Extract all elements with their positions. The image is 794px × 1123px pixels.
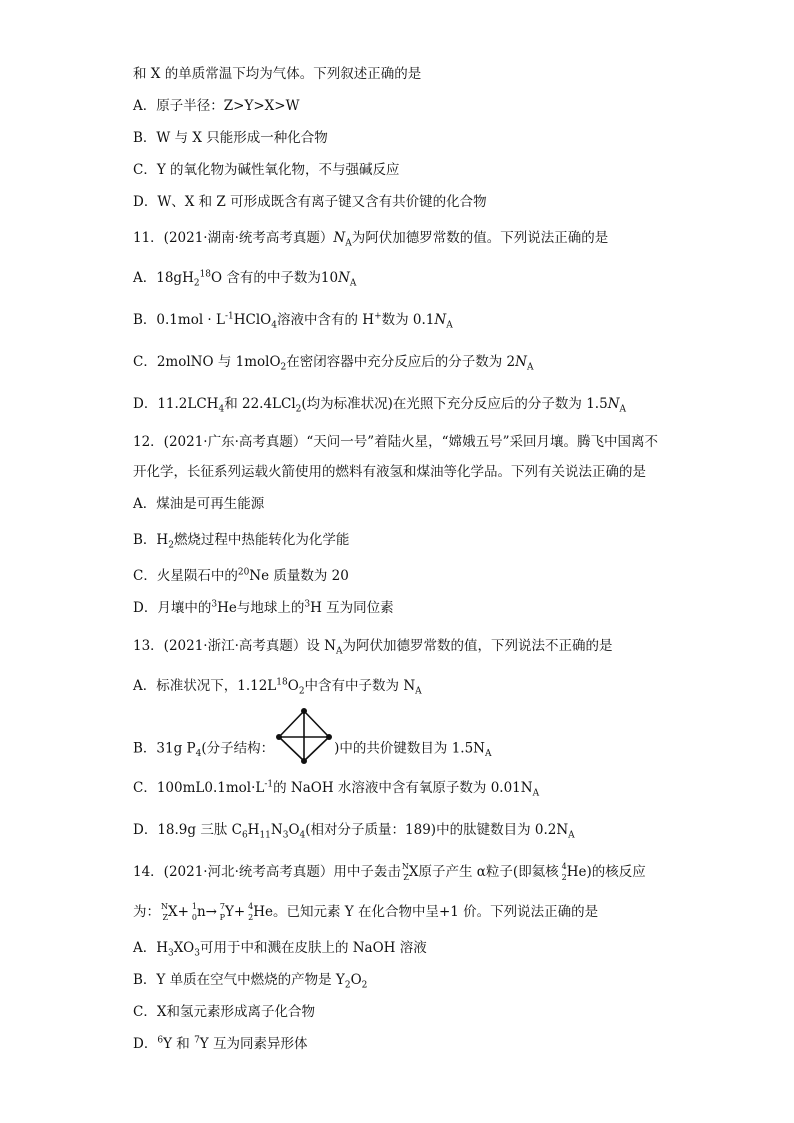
q13-option-c: C．$100mL0.1mol\cdot L^{-1}$的 NaOH 水溶液中含有氧原子数为 $0.01N_A$ bbox=[133, 779, 540, 799]
q14-option-a: A．$H_3XO_3$可用于中和溅在皮肤上的 NaOH 溶液 bbox=[133, 940, 427, 959]
q11-option-a: A．$18gH_2^{18}O$ 含有的中子数为$10N_A$ bbox=[133, 269, 357, 289]
q14-nuclear-reaction: 为： N Z X+ 1 0 n→ 7 P Y+ 4 2 He。已知元素 Y 在化合物中呈+1 价。下列说法正确的是 bbox=[133, 901, 599, 922]
q11-stem: 11．(2021·湖南·统考高考真题）$N_A$为阿伏加德罗常数的值。下列说法正确的是 bbox=[133, 230, 609, 249]
q14-option-c: C．X和氢元素形成离子化合物 bbox=[133, 1004, 315, 1020]
intro-option-b: B．W 与 X 只能形成一种化合物 bbox=[133, 130, 328, 146]
q13-option-b: B．31g $P_4$(分子结构： )中的共价键数目为 $1.5N_A$ bbox=[133, 708, 491, 790]
intro-option-a: A．原子半径：Z>Y>X>W bbox=[133, 98, 300, 114]
q11-option-b: B．$0.1mol \cdot L^{-1}HClO_4$溶液中含有的 H+数为 $0.1N_A$ bbox=[133, 311, 453, 331]
q11-option-d: D．$11.2LCH_4$和 22.4LCl$_2$(均为标准状况)在光照下充分反应后的分子数为 $1.5N_A$ bbox=[133, 396, 626, 415]
q12-option-d: D．月壤中的$^3$He与地球上的$^3$H 互为同位素 bbox=[133, 599, 394, 616]
q14-stem-line1: 14．(2021·河北·统考高考真题）用中子轰击 N Z X原子产生 α粒子(即氦核 4 2 He)的核反应 bbox=[133, 861, 646, 882]
q14-option-b: B．Y 单质在空气中燃烧的产物是 $Y_2O_2$ bbox=[133, 972, 368, 991]
intro-option-c: C．Y 的氧化物为碱性氧化物，不与强碱反应 bbox=[133, 162, 400, 178]
q11-option-c: C．2molNO 与 1molO$_2$在密闭容器中充分反应后的分子数为 $2N_A$ bbox=[133, 354, 534, 373]
q13-option-d: D．18.9g 三肽 $C_6H_{11}N_3O_4$(相对分子质量：189)中的肽键数目为 $0.2N_A$ bbox=[133, 822, 575, 841]
intro-option-d: D．W、X 和 Z 可形成既含有离子键又含有共价键的化合物 bbox=[133, 194, 487, 210]
q13-stem: 13．(2021·浙江·高考真题）设 $N_A$为阿伏加德罗常数的值，下列说法不正确的是 bbox=[133, 638, 613, 657]
q12-option-a: A．煤油是可再生能源 bbox=[133, 496, 265, 512]
intro-line: 和 X 的单质常温下均为气体。下列叙述正确的是 bbox=[133, 66, 422, 82]
q14-option-d: D．$^6$Y 和 $^7$Y 互为同素异形体 bbox=[133, 1035, 308, 1052]
nuclide-he-notation: 4 2 bbox=[561, 861, 567, 882]
q12-stem-line1: 12．(2021·广东·高考真题）“天问一号”着陆火星，“嫦娥五号”采回月壤。腾飞中国离不 bbox=[133, 434, 658, 450]
q13-option-a: A．标准状况下，$1.12L^{18}O_2$中含有中子数为 $N_A$ bbox=[133, 677, 422, 697]
q12-stem-line2: 开化学，长征系列运载火箭使用的燃料有液氢和煤油等化学品。下列有关说法正确的是 bbox=[133, 464, 646, 480]
q12-option-c: C．火星陨石中的$^{20}$Ne 质量数为 20 bbox=[133, 567, 349, 584]
nuclide-x-notation: N Z bbox=[401, 861, 409, 882]
q12-option-b: B．$H_2$燃烧过程中热能转化为化学能 bbox=[133, 532, 350, 551]
